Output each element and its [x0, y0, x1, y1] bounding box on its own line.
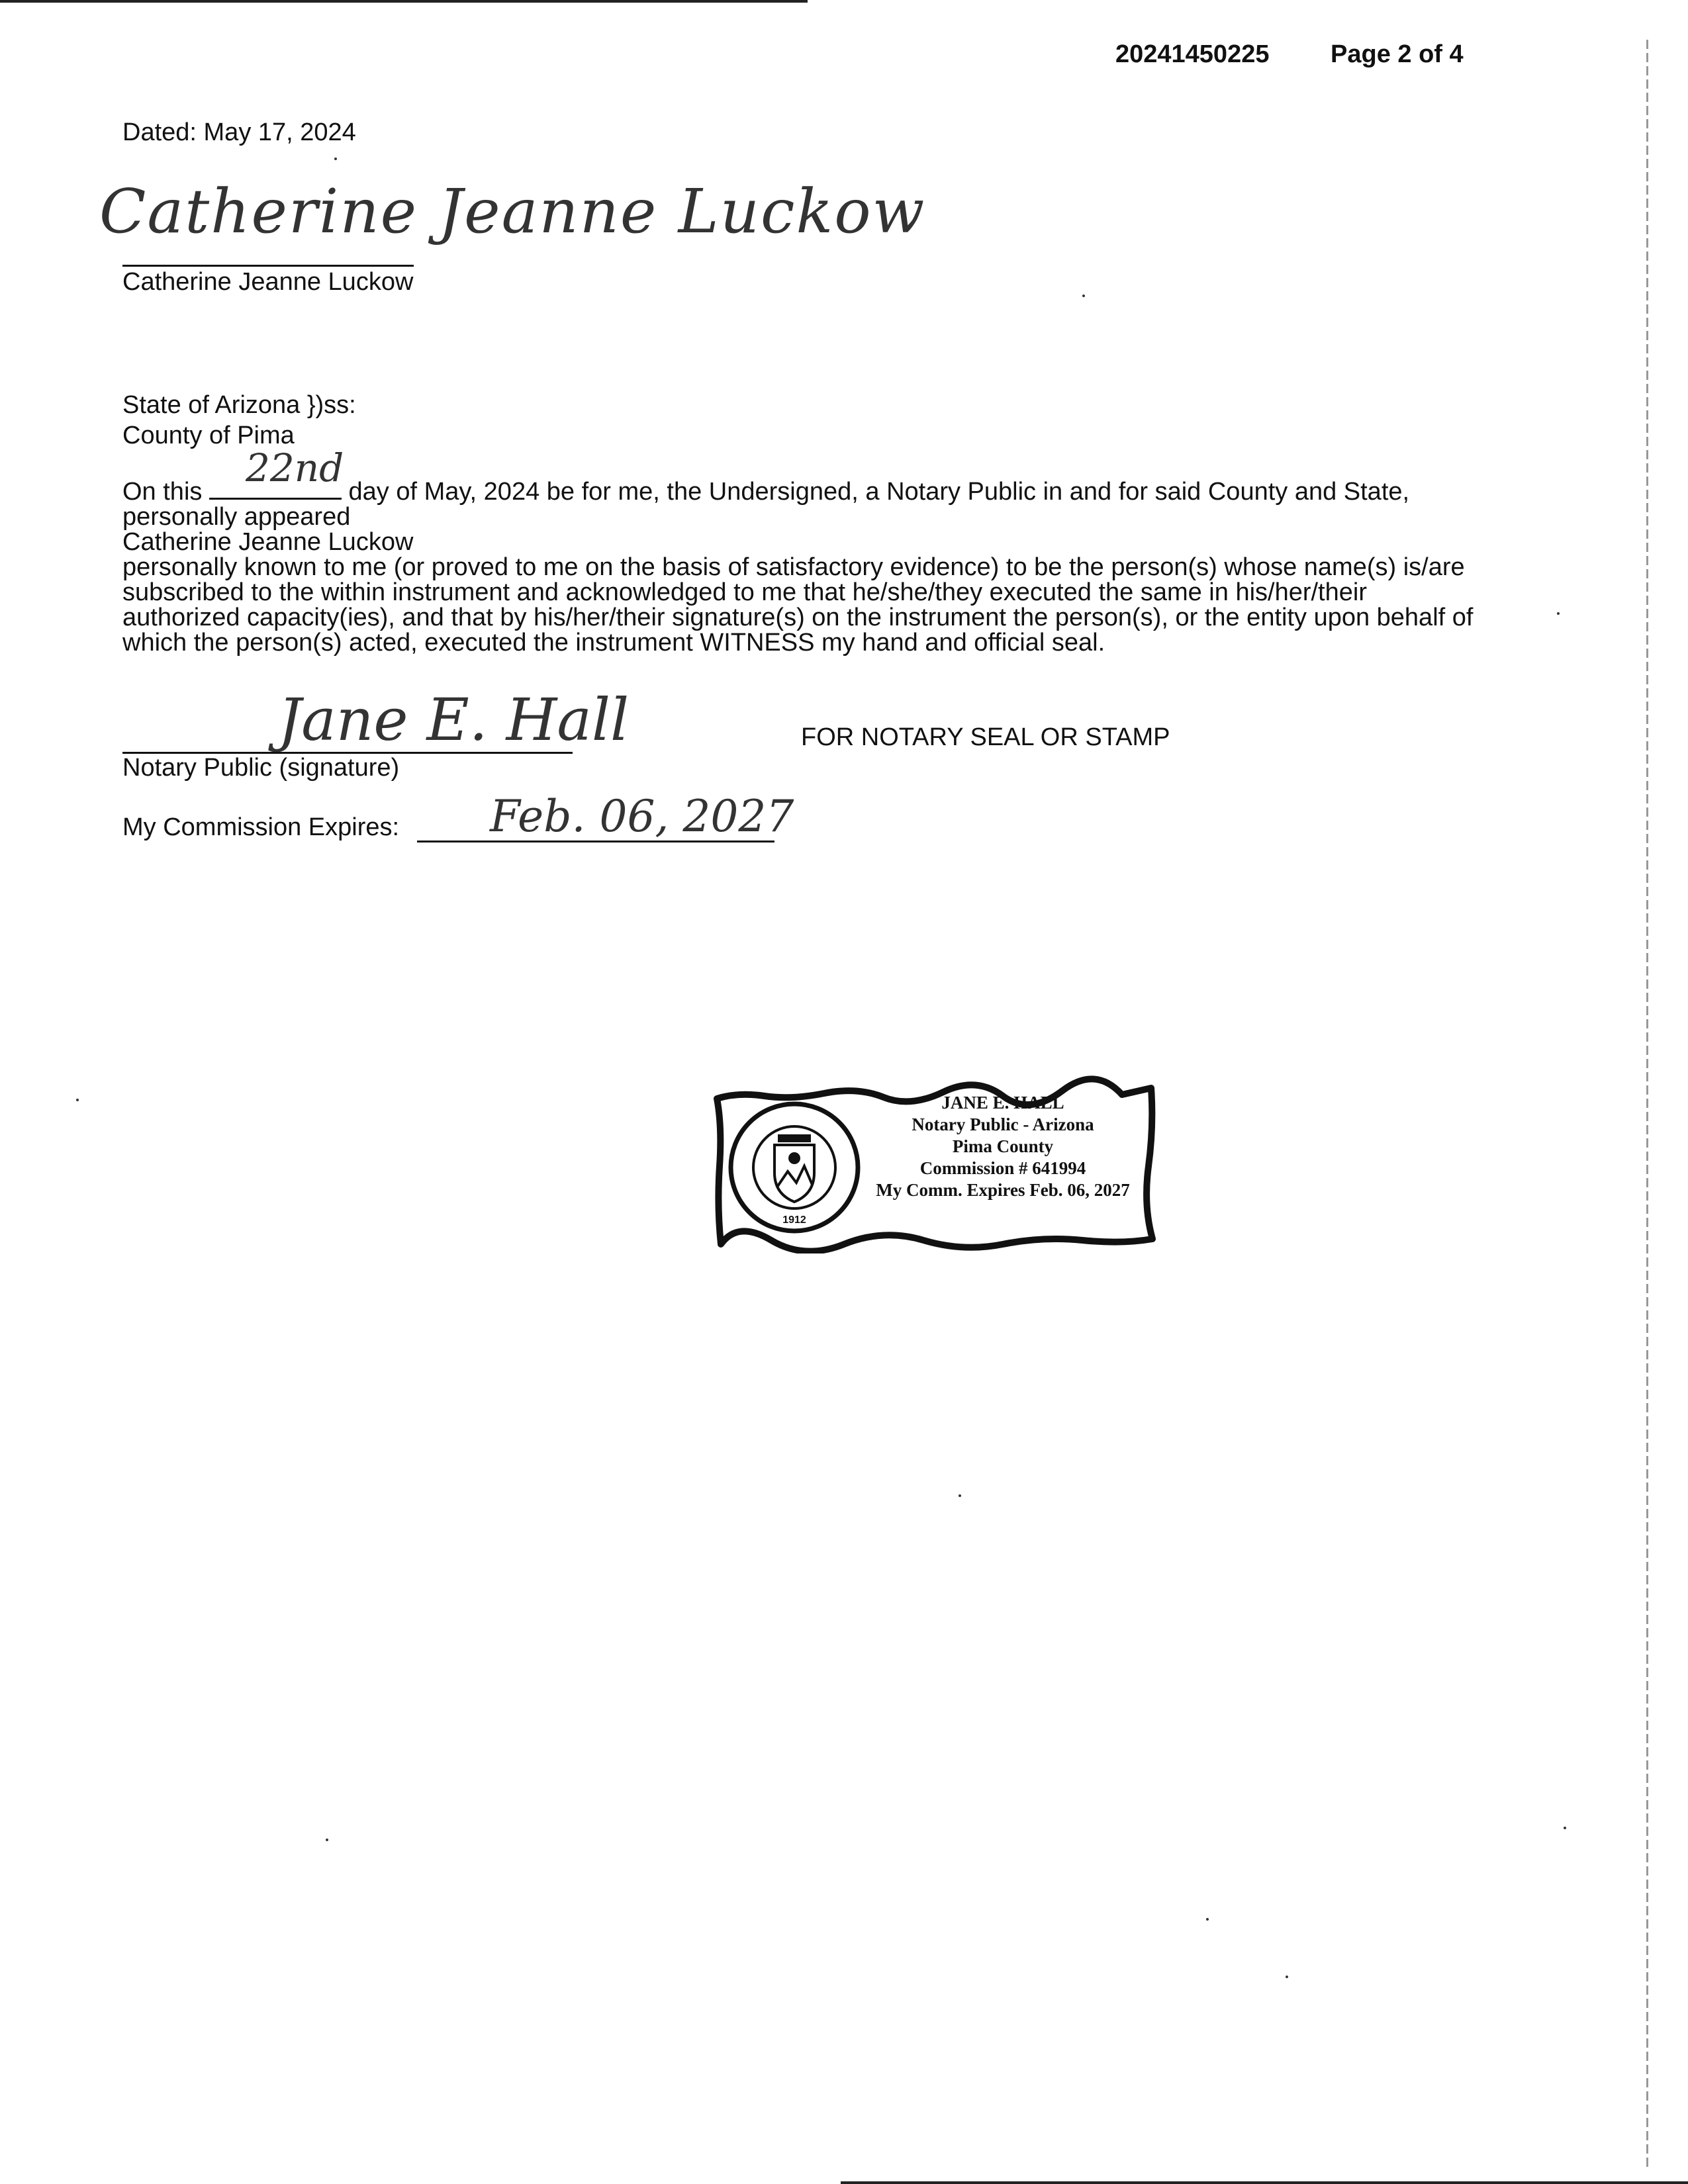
commission-expires-handwritten: Feb. 06, 2027 — [490, 791, 794, 842]
ack-line-7: which the person(s) acted, executed the instrument WITNESS my hand and official seal. — [122, 629, 1105, 657]
scan-speck — [1206, 1918, 1209, 1921]
ack-line-3: Catherine Jeanne Luckow — [122, 528, 414, 556]
ack-line-5: subscribed to the within instrument and acknowledged to me that he/she/they executed the same in his/her/their — [122, 578, 1367, 606]
scan-speck — [959, 1494, 961, 1497]
stamp-line-expires: My Comm. Expires Feb. 06, 2027 — [876, 1180, 1130, 1200]
venue-county: County of Pima — [122, 422, 295, 449]
scan-speck — [334, 158, 337, 160]
signer-signature: Catherine Jeanne Luckow — [99, 176, 926, 247]
scan-top-rule — [0, 0, 808, 3]
seal-placeholder-label: FOR NOTARY SEAL OR STAMP — [801, 723, 1170, 751]
dated-line — [122, 118, 356, 147]
dated-value: May 17, 2024 — [203, 118, 356, 146]
ack-line-1 — [122, 445, 1566, 506]
notary-signature-label: Notary Public (signature) — [122, 754, 400, 782]
scan-bottom-rule — [841, 2181, 1688, 2184]
stamp-line-county: Pima County — [952, 1136, 1054, 1156]
seal-year: 1912 — [782, 1214, 806, 1226]
commission-expires-label: My Commission Expires: — [122, 813, 400, 841]
scan-right-edge — [1646, 40, 1648, 2171]
scan-speck — [1564, 1827, 1566, 1829]
day-handwritten: 22nd — [245, 445, 344, 490]
scan-speck — [76, 1099, 79, 1101]
notary-stamp — [712, 1073, 1156, 1253]
dated-label: Dated: — [122, 118, 197, 146]
stamp-line-title: Notary Public - Arizona — [912, 1115, 1094, 1134]
stamp-line-commission: Commission # 641994 — [919, 1158, 1086, 1178]
stamp-text-block — [861, 1092, 1145, 1201]
stamp-line-name: JANE E. HALL — [941, 1093, 1064, 1113]
day-blank — [209, 445, 344, 500]
scan-speck — [326, 1839, 328, 1841]
page-indicator: Page 2 of 4 — [1331, 40, 1464, 68]
venue-state: State of Arizona })ss: — [122, 391, 356, 419]
acknowledgment-paragraph — [122, 445, 1566, 657]
ack-line-6: authorized capacity(ies), and that by his/her/their signature(s) on the instrument the person(s), or the entity upon behalf of — [122, 604, 1474, 631]
on-this-label: On this — [122, 478, 203, 506]
signer-signature-line — [122, 265, 414, 267]
scan-speck — [1557, 612, 1560, 615]
ack-line-1-rest: day of May, 2024 be for me, the Undersigned, a Notary Public in and for said County and State, — [348, 478, 1410, 506]
scan-speck — [1082, 295, 1085, 297]
ack-line-4: personally known to me (or proved to me on the basis of satisfactory evidence) to be the person(s) whose name(s) is/are — [122, 553, 1465, 581]
arizona-seal-icon — [731, 1104, 858, 1231]
signer-printed-name: Catherine Jeanne Luckow — [122, 268, 414, 296]
document-number: 20241450225 — [1115, 40, 1270, 68]
ack-line-2: personally appeared — [122, 503, 351, 531]
scan-speck — [1286, 1976, 1288, 1978]
notary-signature: Jane E. Hall — [278, 686, 630, 754]
